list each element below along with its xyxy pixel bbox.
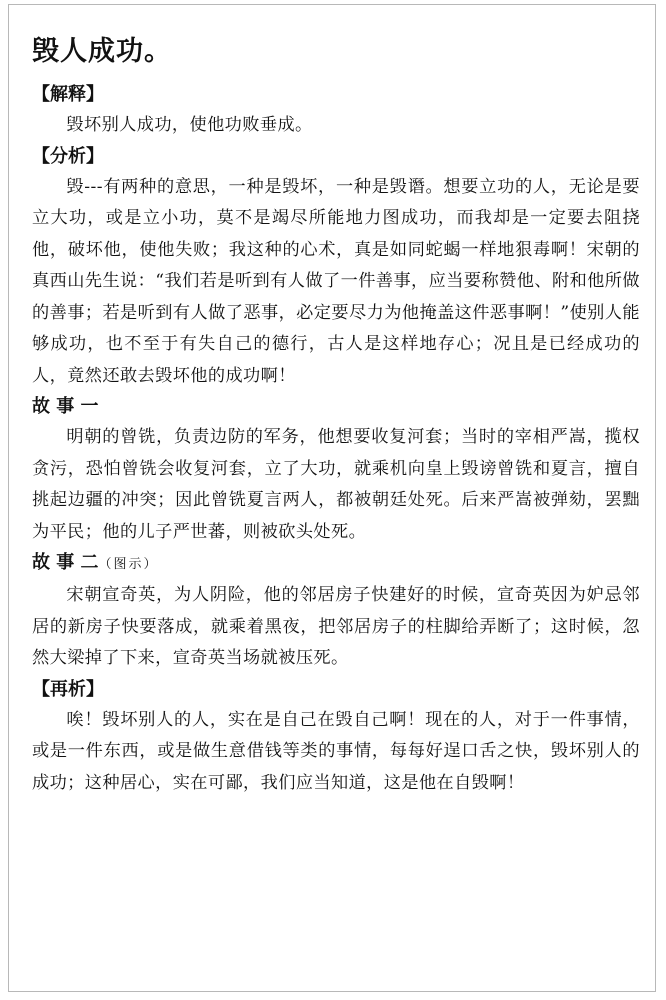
story-two-illustration-note: （图示）: [98, 557, 159, 572]
section-label-explanation: 【解释】: [32, 84, 104, 105]
page-content: [32, 30, 640, 799]
section-reanalysis: [32, 675, 640, 800]
story-one-paragraph: 明朝的曾铣，负责边防的军务，他想要收复河套；当时的宰相严嵩，揽权贪污，恐怕曾铣会收复河套，立了大功，就乘机向皇上毁谤曾铣和夏言，擅自挑起边疆的冲突；因此曾铣夏言两人，都被朝廷处死。后来严嵩被弹劾，罢黜为平民；他的儿子严世蕃，则被砍头处死。: [32, 427, 640, 542]
section-analysis: [32, 142, 640, 393]
section-label-story-one: 故 事 一: [32, 396, 99, 417]
story-two-label-text: 故 事 二: [32, 552, 99, 573]
section-label-analysis: 【分析】: [32, 145, 104, 167]
section-label-story-two: [32, 548, 640, 580]
explanation-paragraph: 毁坏别人成功，使他功败垂成。: [66, 115, 313, 135]
section-explanation: [32, 80, 640, 142]
section-story-one: [32, 392, 640, 548]
page-title: 毁人成功。: [32, 36, 172, 67]
reanalysis-paragraph: 唉！毁坏别人的人，实在是自己在毁自己啊！现在的人，对于一件事情，或是一件东西，或是做生意借钱等类的事情，每每好逞口舌之快，毁坏别人的成功；这种居心，实在可鄙，我们应当知道，这是他在自毁啊！: [32, 709, 640, 793]
section-label-reanalysis: 【再析】: [32, 678, 104, 700]
story-two-paragraph: 宋朝宣奇英，为人阴险，他的邻居房子快建好的时候，宣奇英因为妒忌邻居的新房子快要落成，就乘着黑夜，把邻居房子的柱脚给弄断了；这时候，忽然大梁掉了下来，宣奇英当场就被压死。: [32, 585, 640, 668]
analysis-paragraph: 毁---有两种的意思，一种是毁坏，一种是毁谮。想要立功的人，无论是要立大功，或是立小功，莫不是竭尽所能地力图成功，而我却是一定要去阻挠他，破坏他，使他失败；我这种的心术，真是如同蛇蝎一样地狠毒啊！宋朝的真西山先生说：“我们若是听到有人做了一件善事，应当要称赞他、附和他所做的善事；若是听到有人做了恶事，必定要尽力为他掩盖这件恶事啊！”使别人能够成功，也不至于有失自己的德行，古人是这样地存心；况且是已经成功的人，竟然还敢去毁坏他的成功啊！: [32, 176, 640, 386]
section-story-two: [32, 548, 640, 675]
